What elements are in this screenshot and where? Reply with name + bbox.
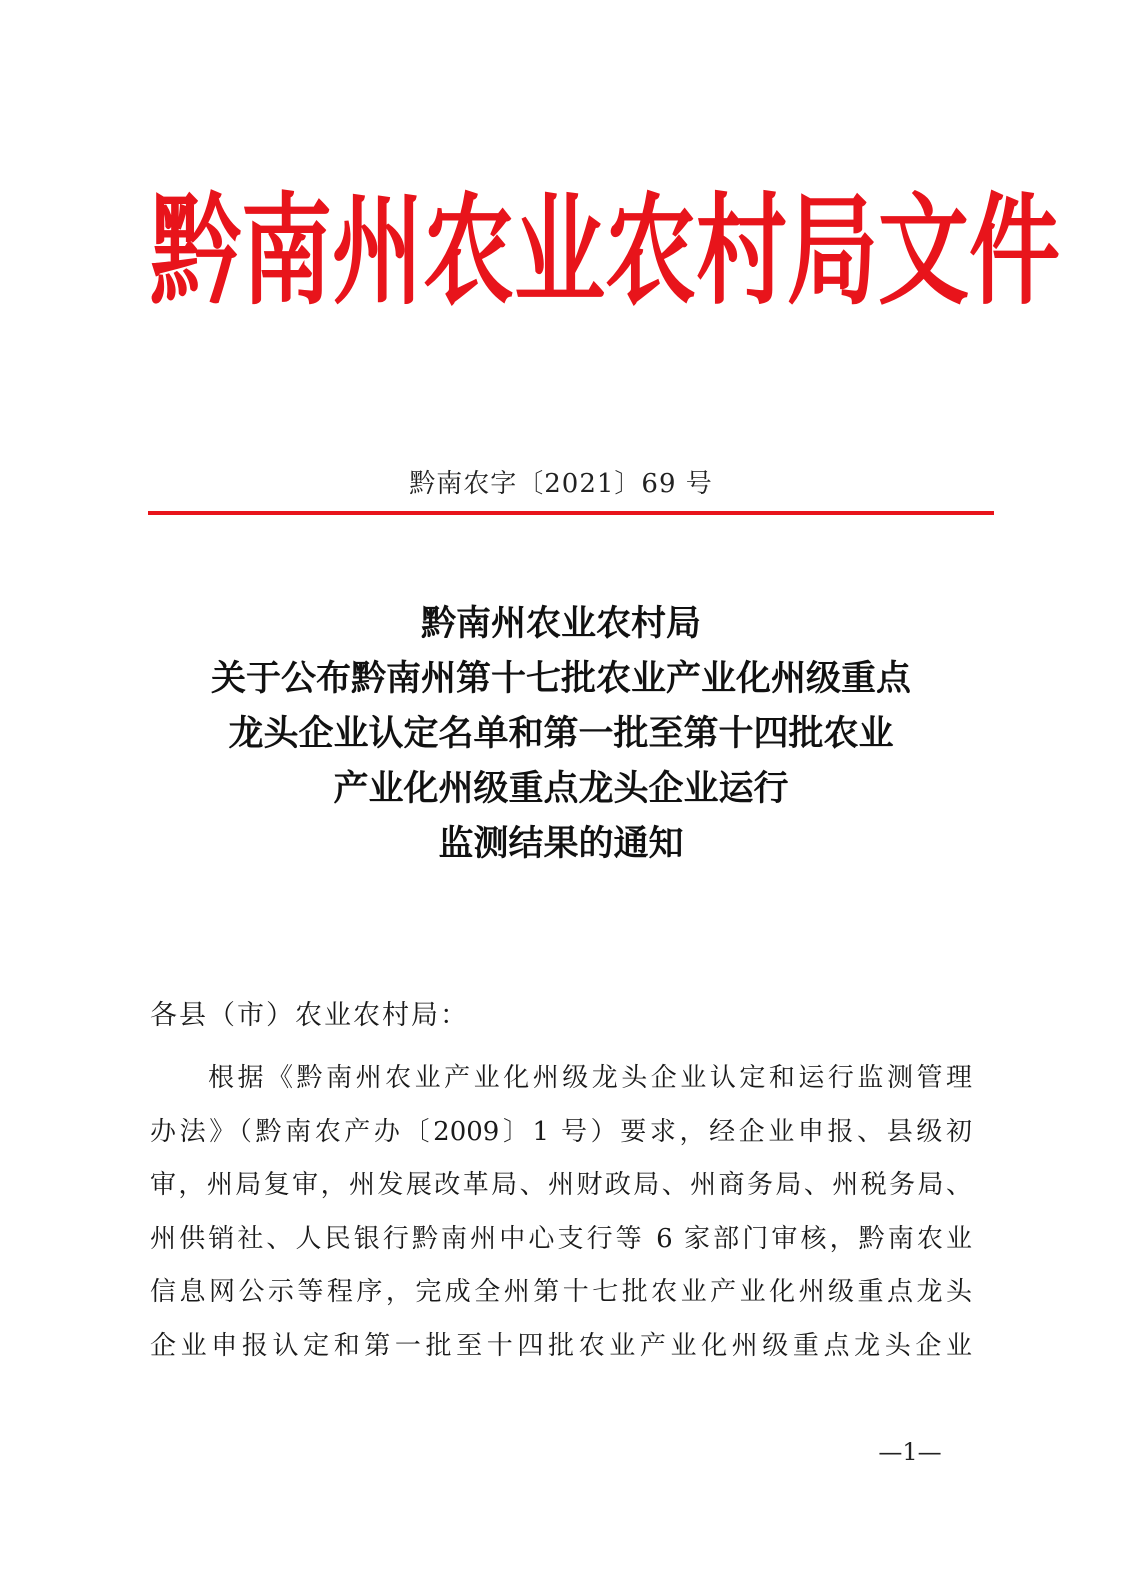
notice-title bbox=[120, 596, 1002, 871]
salutation: 各县（市）农业农村局： bbox=[150, 1000, 469, 1031]
page-number: —1— bbox=[878, 1438, 942, 1466]
body-paragraph bbox=[150, 1052, 972, 1373]
title-line: 产业化州级重点龙头企业运行 bbox=[333, 768, 789, 809]
title-line: 黔南州农业农村局 bbox=[420, 603, 701, 644]
body-line: 审，州局复审，州发展改革局、州财政局、州商务局、州税务局、 bbox=[150, 1170, 972, 1200]
red-divider bbox=[148, 511, 994, 515]
title-line: 监测结果的通知 bbox=[438, 823, 684, 864]
body-line: 信息网公示等程序，完成全州第十七批农业产业化州级重点龙头 bbox=[150, 1277, 972, 1307]
body-line: 根据《黔南州农业产业化州级龙头企业认定和运行监测管理 bbox=[208, 1063, 972, 1093]
masthead-title: 黔南州农业农村局文件 bbox=[150, 183, 1061, 322]
body-line: 办法》（黔南农产办〔2009〕1 号）要求，经企业申报、县级初 bbox=[150, 1116, 972, 1147]
title-line: 龙头企业认定名单和第一批至第十四批农业 bbox=[228, 713, 894, 754]
title-line: 关于公布黔南州第十七批农业产业化州级重点 bbox=[210, 658, 911, 699]
document-number: 黔南农字〔2021〕69 号 bbox=[409, 469, 713, 499]
body-line: 州供销社、人民银行黔南州中心支行等 6 家部门审核，黔南农业 bbox=[150, 1223, 972, 1254]
body-line: 企业申报认定和第一批至十四批农业产业化州级重点龙头企业 bbox=[150, 1330, 972, 1361]
